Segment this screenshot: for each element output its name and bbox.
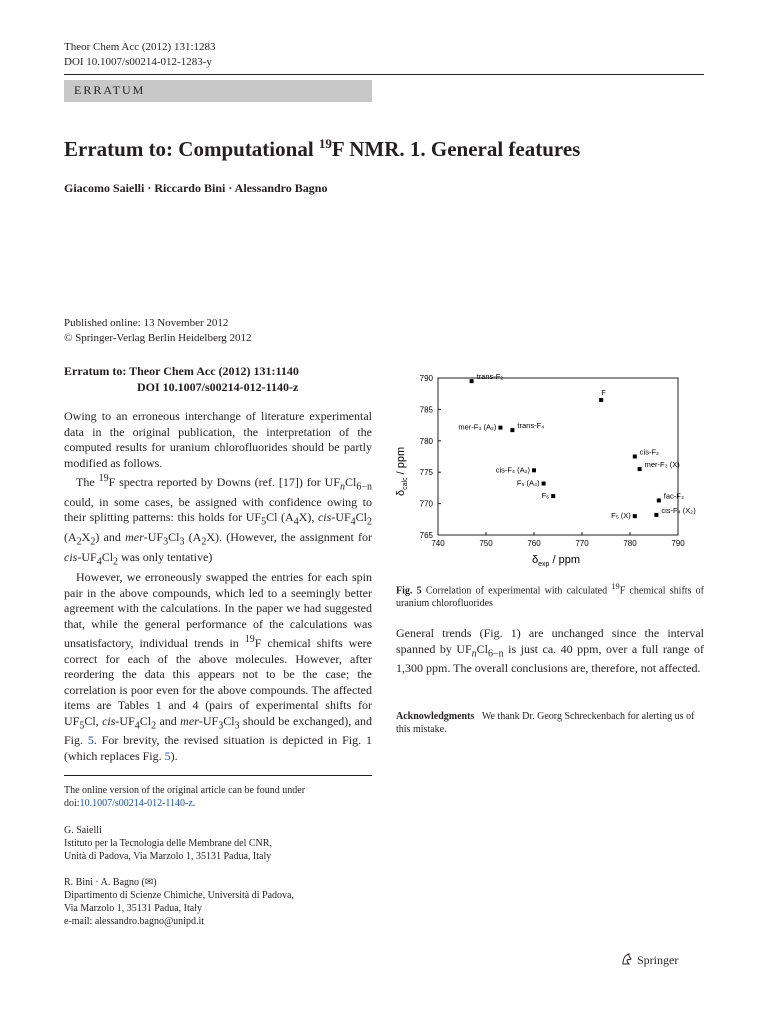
plot-frame — [438, 378, 678, 535]
affiliation-1: G. Saielli Istituto per la Tecnologia delle Membrane del CNR, Unità di Padova, Via Marzolo 1, 35131 Padua, Italy — [64, 825, 272, 862]
x-tick-label: 770 — [575, 539, 589, 548]
article-title: Erratum to: Computational $^{19}$F NMR. 1. General features — [64, 136, 581, 161]
data-point-marker — [532, 468, 536, 472]
x-axis-label: $\delta_{exp}$ / ppm — [532, 554, 580, 568]
header-rule — [64, 74, 704, 75]
journal-citation: Theor Chem Acc (2012) 131:1283 — [64, 41, 216, 53]
published-date: Published online: 13 November 2012 — [64, 317, 229, 329]
y-tick-label: 785 — [419, 405, 433, 415]
data-point-label: trans-F₄ — [517, 421, 545, 431]
y-tick-label: 770 — [419, 499, 433, 509]
y-tick-label: 765 — [419, 531, 433, 540]
x-axis-ticks — [431, 532, 685, 548]
paragraph-3: However, we erroneously swapped the entries for each spin pair in the above compounds, which led to a seemingly better agreement with the calculations. In the paper we had suggested that, while the general performance of the calculations was unsatisfactory, individual trends in $^{19}$F chemical shifts were correct for each of the above molecules. However, after reordering the data this appears not to be the case; the correlation is poor even for the above compounds. The affected items are Tables 1 and 4 (pairs of experimental shifts for $UF_5Cl$, cis-$UF_4Cl_2$ and mer-$UF_3Cl_3$ should be exchanged), and Fig. 5. For brevity, the revised situation is depicted in Fig. 1 (which replaces Fig. 5). — [64, 570, 372, 763]
publisher-logo — [620, 952, 678, 968]
author-list: Giacomo Saielli · Riccardo Bini · Alessandro Bagno — [64, 181, 328, 195]
data-point-label: F — [601, 387, 606, 397]
data-point-marker — [510, 428, 514, 432]
data-point-label: mer-F₃ (X) — [644, 460, 680, 470]
x-tick-label: 740 — [431, 539, 445, 548]
y-tick-label: 780 — [419, 436, 433, 446]
paragraph-general-trends: General trends (Fig. 1) are unchanged since the interval spanned by $UF_nCl_{6-n}$ is just ca. 40 ppm, over a full range of 1,300 ppm. The overall conclusions are, therefore, not affected. — [396, 626, 704, 676]
data-point-marker — [470, 379, 474, 383]
article-doi: DOI 10.1007/s00214-012-1283-y — [64, 56, 212, 68]
data-point-label: cis-F₄ (X₂) — [661, 505, 696, 515]
section-label: ERRATUM — [74, 83, 146, 97]
online-version-note: The online version of the original article can be found under doi:10.1007/s00214-012-1140-z. — [64, 785, 306, 809]
envelope-icon: ✉ — [144, 877, 154, 888]
affiliation-2: R. Bini · A. Bagno (✉) Dipartimento di Scienze Chimiche, Università di Padova, Via Marzolo 1, 35131 Padua, Italy e-mail: alessandro.bagno@unipd.it — [64, 876, 372, 928]
original-article-doi-link[interactable]: 10.1007/s00214-012-1140-z — [79, 798, 193, 809]
data-point-label: cis-F₄ (A₂) — [495, 465, 530, 475]
y-tick-label: 790 — [419, 374, 433, 383]
data-point-label: F₅ (A₄) — [516, 478, 540, 488]
data-point-marker — [498, 426, 502, 430]
data-point-marker — [654, 513, 658, 517]
x-tick-label: 750 — [479, 539, 493, 548]
data-point-label: mer-F₃ (A₂) — [458, 422, 497, 432]
paragraph-2: The $^{19}$F spectra reported by Downs (ref. [17]) for $UF_nCl_{6-n}$ could, in some cases, be assigned with confidence owing to their splitting patterns: this holds for $UF_5Cl$ $(A_4X)$, cis-$UF_4Cl_2$ $(A_2X_2)$ and mer-$UF_3Cl_3$ $(A_2X)$. (However, the assignment for cis-$UF_4Cl_2$ was only tentative) — [64, 473, 373, 568]
data-point-marker — [633, 455, 637, 459]
springer-horse-icon — [620, 952, 634, 966]
data-point-label: F₅ (X) — [611, 511, 631, 521]
section-banner — [64, 80, 372, 102]
erratum-reference: Erratum to: Theor Chem Acc (2012) 131:1140 DOI 10.1007/s00214-012-1140-z — [64, 364, 299, 394]
x-tick-label: 760 — [527, 539, 541, 548]
y-axis-label: $\delta_{calc}$ / ppm — [395, 446, 409, 496]
data-point-marker — [599, 398, 603, 402]
body-left-column — [64, 409, 372, 764]
publisher-name: Springer — [637, 953, 679, 967]
data-point-marker — [633, 514, 637, 518]
data-point-label: trans-F₂ — [476, 372, 504, 382]
acknowledgments: Acknowledgments We thank Dr. Georg Schreckenbach for alerting us of this mistake. — [396, 711, 695, 735]
copyright: © Springer-Verlag Berlin Heidelberg 2012 — [64, 332, 252, 344]
data-point-marker — [638, 467, 642, 471]
data-point-label: cis-F₂ — [639, 447, 659, 457]
data-point-label: F₆ — [541, 491, 550, 501]
publication-info — [64, 316, 252, 346]
data-point-marker — [542, 482, 546, 486]
x-tick-label: 780 — [623, 539, 637, 548]
x-tick-label: 790 — [671, 539, 685, 548]
journal-header — [64, 40, 216, 70]
paragraph-1: Owing to an erroneous interchange of literature experimental data in the original publication, the interpretation of the computed results for uranium chlorofluorides should be partly modified as follows. — [64, 409, 372, 470]
y-tick-label: 775 — [419, 468, 433, 478]
chemical-shift-scatter-plot — [382, 368, 704, 568]
figure-caption: Fig. 5 Correlation of experimental with calculated $^{19}$F chemical shifts of uranium chlorofluorides — [396, 582, 705, 610]
figure-link[interactable]: 5 — [87, 733, 94, 748]
data-point-marker — [551, 494, 555, 498]
footnote-rule — [64, 775, 372, 776]
figure-link[interactable]: 5 — [164, 748, 171, 763]
author-email[interactable]: e-mail: alessandro.bagno@unipd.it — [64, 916, 205, 927]
body-right-column — [396, 626, 704, 677]
data-points — [458, 372, 696, 520]
acknowledgments-heading: Acknowledgments — [396, 711, 475, 722]
data-point-label: fac-F₃ — [663, 491, 684, 501]
data-point-marker — [657, 498, 661, 502]
